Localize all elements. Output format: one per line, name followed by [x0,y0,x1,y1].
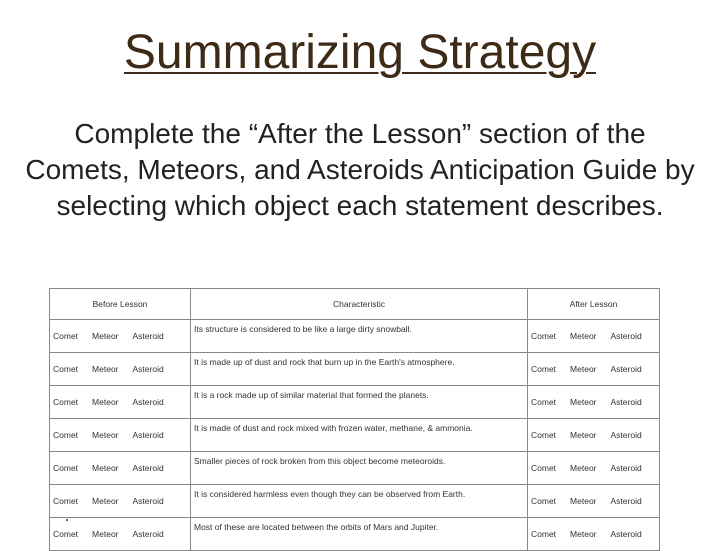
before-option-meteor[interactable]: Meteor [92,463,119,473]
table-row [50,452,660,485]
before-option-asteroid[interactable]: Asteroid [132,331,164,341]
before-option-comet[interactable]: Comet [53,430,79,440]
characteristic-cell: It is made up of dust and rock that burn up in the Earth's atmosphere. [191,353,528,386]
after-option-comet[interactable]: Comet [531,364,557,374]
after-lesson-options [528,386,660,419]
after-option-meteor[interactable]: Meteor [570,496,597,506]
before-option-comet[interactable]: Comet [53,496,79,506]
before-lesson-options [50,353,191,386]
before-option-comet[interactable]: Comet [53,397,79,407]
before-option-meteor[interactable]: Meteor [92,430,119,440]
before-lesson-options [50,452,191,485]
before-lesson-options [50,320,191,353]
after-lesson-options [528,353,660,386]
before-option-meteor[interactable]: Meteor [92,496,119,506]
after-option-meteor[interactable]: Meteor [570,331,597,341]
after-option-asteroid[interactable]: Asteroid [610,529,642,539]
before-option-asteroid[interactable]: Asteroid [132,496,164,506]
characteristic-cell: Smaller pieces of rock broken from this object become meteoroids. [191,452,528,485]
header-before-lesson: Before Lesson [50,289,191,320]
table-row [50,518,660,551]
before-option-meteor[interactable]: Meteor [92,397,119,407]
before-lesson-options [50,419,191,452]
after-option-comet[interactable]: Comet [531,496,557,506]
characteristic-cell: Most of these are located between the orbits of Mars and Jupiter. [191,518,528,551]
before-option-comet[interactable]: Comet [53,463,79,473]
stray-dot [66,519,68,521]
before-option-asteroid[interactable]: Asteroid [132,463,164,473]
after-option-meteor[interactable]: Meteor [570,397,597,407]
before-option-asteroid[interactable]: Asteroid [132,529,164,539]
table-row [50,386,660,419]
characteristic-cell: Its structure is considered to be like a large dirty snowball. [191,320,528,353]
after-lesson-options [528,419,660,452]
characteristic-cell: It is considered harmless even though they can be observed from Earth. [191,485,528,518]
after-option-meteor[interactable]: Meteor [570,463,597,473]
after-option-asteroid[interactable]: Asteroid [610,496,642,506]
after-option-asteroid[interactable]: Asteroid [610,331,642,341]
after-option-comet[interactable]: Comet [531,463,557,473]
after-lesson-options [528,320,660,353]
before-lesson-options [50,485,191,518]
before-option-meteor[interactable]: Meteor [92,331,119,341]
after-option-comet[interactable]: Comet [531,529,557,539]
characteristic-cell: It is a rock made up of similar material that formed the planets. [191,386,528,419]
table-row [50,419,660,452]
after-option-asteroid[interactable]: Asteroid [610,463,642,473]
before-option-meteor[interactable]: Meteor [92,364,119,374]
slide-title: Summarizing Strategy [123,26,597,79]
header-after-lesson: After Lesson [528,289,660,320]
anticipation-guide-table [49,288,659,551]
after-lesson-options [528,485,660,518]
after-option-comet[interactable]: Comet [531,397,557,407]
before-option-comet[interactable]: Comet [53,364,79,374]
after-option-meteor[interactable]: Meteor [570,364,597,374]
before-lesson-options [50,518,191,551]
table-row [50,320,660,353]
slide-instructions: Complete the “After the Lesson” section of the Comets, Meteors, and Asteroids Anticipation Guide by selecting which object each statement describes. [25,118,695,221]
after-option-comet[interactable]: Comet [531,430,557,440]
before-option-meteor[interactable]: Meteor [92,529,119,539]
before-lesson-options [50,386,191,419]
after-lesson-options [528,518,660,551]
after-option-meteor[interactable]: Meteor [570,529,597,539]
after-option-asteroid[interactable]: Asteroid [610,430,642,440]
before-option-comet[interactable]: Comet [53,529,79,539]
table-row [50,353,660,386]
after-option-asteroid[interactable]: Asteroid [610,397,642,407]
table-header-row [50,289,660,320]
after-option-meteor[interactable]: Meteor [570,430,597,440]
characteristic-cell: It is made of dust and rock mixed with frozen water, methane, & ammonia. [191,419,528,452]
before-option-asteroid[interactable]: Asteroid [132,397,164,407]
before-option-asteroid[interactable]: Asteroid [132,430,164,440]
before-option-comet[interactable]: Comet [53,331,79,341]
before-option-asteroid[interactable]: Asteroid [132,364,164,374]
after-option-comet[interactable]: Comet [531,331,557,341]
after-option-asteroid[interactable]: Asteroid [610,364,642,374]
header-characteristic: Characteristic [191,289,528,320]
table-row [50,485,660,518]
after-lesson-options [528,452,660,485]
